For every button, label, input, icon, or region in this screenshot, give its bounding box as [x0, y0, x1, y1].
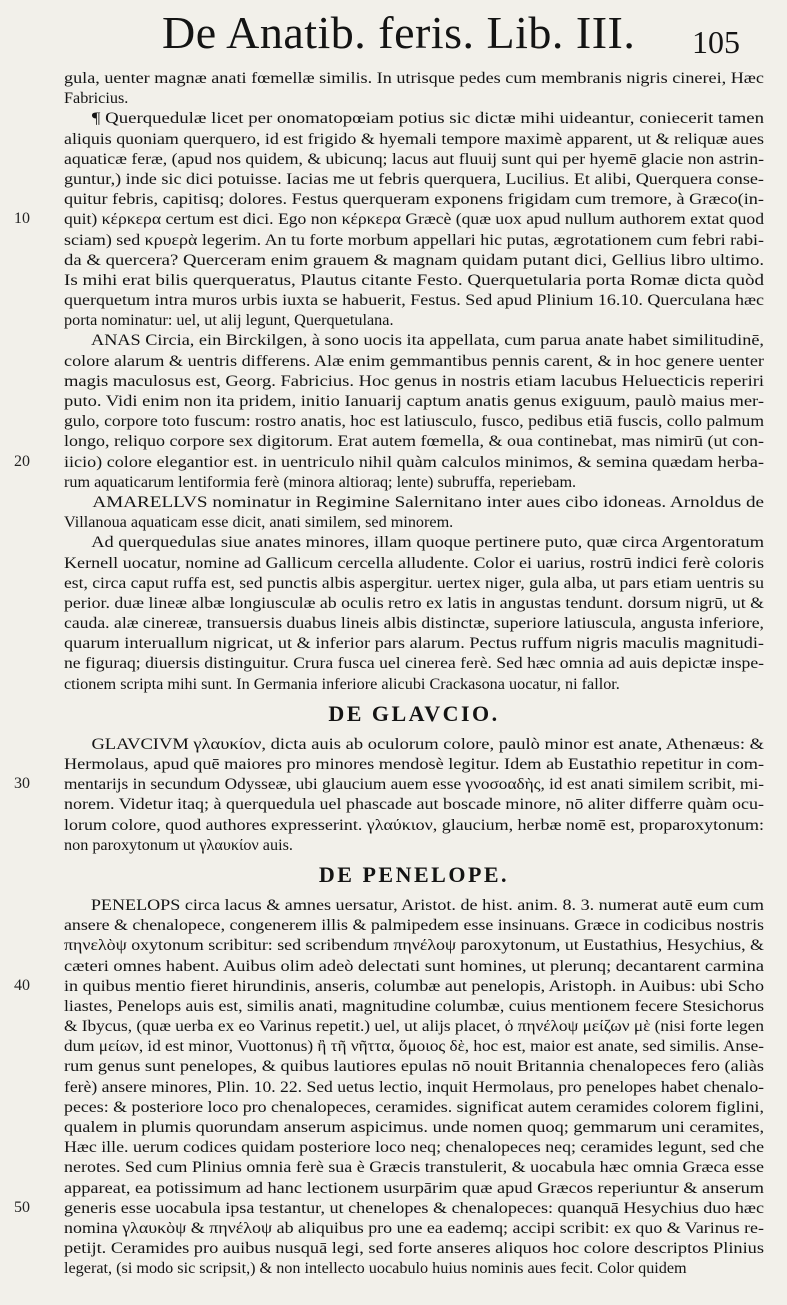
line-text: AMARELLVS nominatur in Regimine Salernitano inter aues cibo idoneas. Arnoldus de — [92, 492, 765, 511]
running-head — [150, 6, 750, 68]
line-number: 20 — [14, 452, 30, 470]
text-line — [64, 1238, 764, 1258]
text-line — [64, 1097, 764, 1117]
text-line — [64, 351, 764, 371]
text-line — [64, 512, 764, 532]
text-line — [64, 835, 764, 855]
line-text: perior. duæ lineæ albæ longiusculæ ab oculis retro ex latis in angustas tendunt. dorsum nigrū, ut & — [64, 593, 764, 612]
line-text: norem. Videtur itaq; à querquedula uel phascade aut boscade minore, nō aliter differre quàm ocu- — [64, 795, 765, 814]
text-line — [64, 532, 764, 552]
text-line — [14, 1198, 765, 1218]
line-text: Fabricius. — [64, 89, 129, 108]
text-line — [64, 754, 764, 774]
line-text: lorum colore, quod authores expresserint. γλαύκιον, glaucium, herbæ nomē est, proparoxytonum: — [64, 815, 765, 834]
line-text: sciam) sed κρυερὰ legerim. An tu forte morbum appellari hic putas, ægrotationem cum febri rabi- — [64, 230, 764, 249]
line-text: generis esse uocabula ipsa testantur, ut chenelopes & chenalopeces: quanquā Hesychius duo hæc — [64, 1198, 765, 1217]
line-text: da & quercera? Querceram enim grauem & magnam quidam putant dici, Gellius libro ultimo. — [64, 250, 765, 269]
line-text: in quibus mentio fieret hirundinis, anseris, columbæ aut penelopis, Aristoph. in Auibus: ubi Scho — [64, 976, 764, 995]
line-text: aliquis quoniam querquero, id est frigido & hyemali tempore maximè apparent, ut & reliquæ aues — [64, 129, 764, 148]
line-text: gulo, corpore toto fuscum: rostro anatis, hoc est latiusculo, fusco, pedibus etiā fuscis, collo palmum — [64, 412, 765, 431]
text-line — [14, 209, 765, 229]
text-line — [64, 956, 764, 976]
text-line — [64, 88, 764, 108]
text-line — [64, 573, 764, 593]
text-line — [64, 169, 764, 189]
line-text: porta nominatur: uel, ut alij legunt, Querquetulana. — [64, 311, 394, 330]
text-line — [64, 250, 764, 270]
text-line — [64, 189, 764, 209]
text-body — [14, 68, 765, 1279]
text-line — [64, 411, 764, 431]
text-line — [64, 149, 764, 169]
text-line — [14, 774, 765, 794]
text-line — [64, 492, 764, 512]
line-text: guntur,) inde sic dici potuisse. Iacias me ut febris querquera, Lucilius. Et alibi, Querquera conse- — [64, 169, 764, 188]
text-line — [64, 1016, 764, 1036]
text-line — [64, 68, 764, 88]
line-text: ferè) ansere minores, Plin. 10. 22. Sed uetus lectio, inquit Hermolaus, pro penelopes habet chenalo- — [64, 1077, 764, 1096]
text-line — [64, 371, 764, 391]
line-number: 40 — [14, 976, 30, 994]
text-line — [64, 1258, 764, 1278]
text-line — [64, 1218, 764, 1238]
line-text: cæteri omnes habent. Auibus olim adeò delectati sunt homines, ut plerunq; decantarent carmina — [64, 956, 764, 975]
line-text: mentarijs in secundum Odysseæ, ubi glaucium auem esse γνοσοαδὴς, id est anati similem scribit, mi- — [64, 775, 765, 794]
text-line — [64, 1178, 764, 1198]
text-line — [64, 310, 764, 330]
line-text: PENELOPS circa lacus & amnes uersatur, Aristot. de hist. anim. 8. 3. numerat autē eum cum — [90, 895, 764, 914]
line-text: ctionem scripta mihi sunt. In Germania inferiore alicubi Crackasona uocatur, ni fallor. — [64, 674, 620, 693]
line-text: querquetum intra muros urbis iuxta se habuerit, Festus. Sed apud Plinium 16.10. Querculana hæc — [64, 291, 764, 310]
line-text: Hæc ille. uerum codices quidam posteriore loco neq; chenalopeces neq; ceramides legunt, sed che — [64, 1138, 765, 1157]
line-text: magis maculosus est, Georg. Fabricius. Hoc genus in nostris etiam lacubus Heluecticis reperiri — [64, 371, 765, 390]
text-line — [64, 391, 764, 411]
text-line — [64, 270, 764, 290]
line-text: nomina γλαυκὸψ & πηνέλοψ ab aliquibus pro une ea eademq; accipi scribit: ex quo & Varinus re- — [64, 1218, 764, 1237]
page-number: 105 — [692, 24, 740, 60]
line-text: ne figuraq; diuersis distinguitur. Crura fusca uel cinerea ferè. Sed hæc omnia ad auis depictæ inspe- — [64, 654, 765, 673]
text-line — [64, 794, 764, 814]
text-line — [64, 1137, 764, 1157]
text-line — [64, 815, 764, 835]
text-line — [64, 674, 764, 694]
text-line — [64, 996, 764, 1016]
line-number: 50 — [14, 1198, 30, 1216]
text-line — [64, 1117, 764, 1137]
line-text: & Ibycus, (quæ uerba ex eo Varinus repetit.) uel, ut alijs placet, ὁ πηνέλοψ μείζων μὲ (nisi forte legen — [64, 1017, 764, 1036]
line-text: liastes, Penelops auis est, similis anati, magnitudine columbæ, cuius mentionem fecere Stesichorus — [64, 996, 765, 1015]
line-text: colore alarum & uentris differens. Alæ enim gemmantibus pennis carent, & in hoc genere uenter — [64, 351, 764, 370]
line-text: nerotes. Sed cum Plinius omnia ferè sua è Græcis transtulerit, & uocabula hæc omnia Græca esse — [64, 1158, 764, 1177]
line-text: legerat, (si modo sic scripsit,) & non intellecto uocabulo huius nominis aues fecit. Color quidem — [64, 1259, 687, 1278]
line-text: ¶ Querquedulæ licet per onomatopœiam potius sic dictæ mihi uideantur, coniecerit tamen — [91, 109, 764, 128]
line-text: petijt. Ceramides pro auibus nusquā legi, sed forte anseres aliquos hoc colore descriptos Plinius — [64, 1239, 764, 1258]
line-text: Is mihi erat bilis querqueratus, Plautus citante Festo. Querquetularia porta Romæ dicta quòd — [64, 270, 765, 289]
section-heading: DE PENELOPE. — [318, 861, 510, 887]
line-text: quit) κέρκερα certum est dici. Ego non κέρκερα Græcè (quæ uox apud nullum authorem extat quod — [64, 210, 765, 229]
text-line — [64, 915, 764, 935]
text-line — [64, 129, 764, 149]
line-text: gula, uenter magnæ anati fœmellæ similis. In utrisque pedes cum membranis nigris cinerei, Hæc — [64, 69, 764, 87]
line-text: ansere & chenalopece, congenerem illis & palmipedem esse insinuans. Græce in codicibus nostris — [64, 916, 764, 935]
line-text: cauda. alæ cinereæ, transuersis duabus lineis albis distinctæ, superiore latiuscula, angusta inferiore, — [64, 614, 764, 633]
line-text: quitur febris, capitisq; dolores. Festus querqueram exponens frigidam cum tremore, à Græco(in- — [64, 190, 764, 209]
line-number: 10 — [14, 210, 30, 228]
line-text: aquaticæ feræ, (apud nos quidem, & ubicunq; lacus aut fluuij sunt qui per hyemē glacie non astrin- — [64, 149, 765, 168]
line-text: non paroxytonum ut γλαυκίον auis. — [64, 835, 293, 854]
line-text: Hermolaus, apud quē maiores pro minores mendosè legitur. Idem ab Eustathio repetitur in com- — [64, 755, 765, 773]
text-line — [64, 1036, 764, 1056]
text-line — [64, 1157, 764, 1177]
line-text: dum μείων, id est minor, Vuottonus) ἢ τῆ νῆττα, ὅμοιος δὲ, hoc est, maior est anate, sed similis. Anse- — [64, 1037, 764, 1056]
line-text: Ad querquedulas siue anates minores, illam quoque pertinere puto, quæ circa Argentoratum — [91, 533, 765, 552]
line-text: rum aquaticarum lentiformia ferè (minora altioraq; lente) subruffa, reperiebam. — [64, 472, 577, 491]
text-line — [64, 935, 764, 955]
line-number: 30 — [14, 775, 30, 793]
text-line — [64, 1056, 764, 1076]
line-text: qualem in plumis quorundam anserum aspicimus. unde nomen quoq; gemmarum uni ceramites, — [64, 1118, 765, 1136]
text-line — [14, 452, 764, 472]
line-text: GLAVCIVM γλαυκίον, dicta auis ab oculorum colore, paulò minor est anate, Athenæus: & — [91, 734, 765, 753]
text-line — [64, 290, 764, 310]
line-text: πηνελὸψ oxytonum scribitur: sed scribendum πηνέλοψ paroxytonum, ut Eustathius, Hesychius, & — [64, 936, 764, 955]
line-text: ANAS Circia, ein Birckilgen, à sono uocis ita appellata, cum parua anate habet similitudinē, — [91, 331, 764, 350]
line-text: Villanoua aquaticam esse dicit, anati similem, sed minorem. — [64, 513, 454, 532]
line-text: rum genus sunt penelopes, & quibus lautiores epulas nō nouit Britannia chenalopeces fero (aliàs — [64, 1057, 765, 1076]
text-line — [64, 1077, 764, 1097]
text-line — [64, 895, 764, 915]
line-text: peces: & posteriore loco pro chenalopeces, ceramides. significat autem ceramides colorem figlini, — [64, 1097, 764, 1116]
line-text: est, circa caput ruffa est, sed punctis albis aspergitur. uertex niger, gula alba, ut pars etiam uentris su — [64, 573, 765, 592]
text-line — [64, 108, 764, 128]
text-line — [64, 330, 764, 350]
text-line — [64, 653, 764, 673]
section-heading: DE GLAVCIO. — [328, 700, 500, 726]
line-text: longo, reliquo corpore sex digitorum. Erat autem fœmella, & oua continebat, mas nimirū (ut con- — [64, 432, 764, 451]
running-title: De Anatib. feris. Lib. III. — [162, 7, 636, 58]
line-text: Kernell uocatur, nomine ad Gallicum cercella alludente. Color ei uarius, rostrū indici ferè coloris — [64, 553, 764, 572]
text-line — [64, 230, 764, 250]
text-line — [14, 976, 764, 996]
text-line — [64, 431, 764, 451]
text-line — [64, 472, 764, 492]
line-text: iicio) colore elegantior est. in uentriculo nihil quàm calculos minimos, & semina quædam herba- — [64, 452, 764, 471]
text-line — [64, 613, 764, 633]
line-text: appareat, ea potissimum ad hanc lectionem usurpārim quæ apud Græcos reperiuntur & anserum — [64, 1178, 764, 1197]
text-line — [64, 633, 764, 653]
text-line — [64, 553, 764, 573]
text-line — [64, 593, 764, 613]
text-line — [64, 734, 764, 754]
line-text: quarum interuallum nigricat, ut & inferior pars alarum. Pectus ruffum nigris maculis magnitudi- — [64, 634, 764, 653]
line-text: puto. Vidi enim non ita pridem, initio Ianuarij captum anatis genus exiguum, paulò maius mer- — [64, 392, 765, 410]
